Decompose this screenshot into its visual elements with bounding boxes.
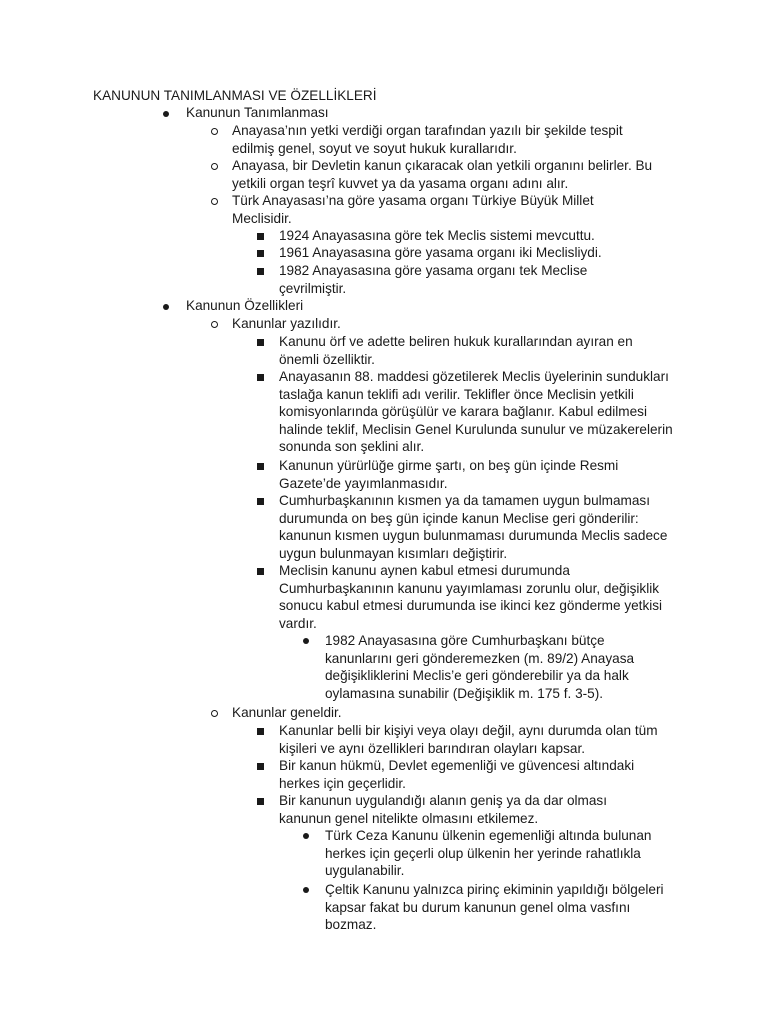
- list-item-text: Kanunun yürürlüğe girme şartı, on beş gün içinde Resmi Gazete’de yayımlanmasıdır.: [279, 458, 619, 491]
- square-bullet-icon: [257, 722, 264, 740]
- list-item: [279, 244, 679, 262]
- section-heading-properties: [186, 297, 666, 315]
- list-item: [325, 632, 660, 702]
- square-bullet-icon: [257, 244, 264, 262]
- list-item: [279, 457, 669, 492]
- list-item: [279, 227, 679, 245]
- filled-circle-bullet-icon: [163, 297, 169, 315]
- square-bullet-icon: [257, 562, 264, 580]
- section-heading-label: Kanunun Tanımlanması: [186, 105, 329, 120]
- square-bullet-icon: [257, 227, 264, 245]
- list-item-text: Kanunlar belli bir kişiyi veya olayı değil, aynı durumda olan tüm kişileri ve aynı özellikleri barındıran olayları kapsar.: [279, 723, 658, 756]
- group-label-written: [232, 315, 652, 333]
- list-item-text: 1982 Anayasasına göre Cumhurbaşkanı bütçe kanunlarını geri gönderemezken (m. 89/2) Anayasa değişikliklerini Meclis’e geri gönderebilir ya da halk oylamasına sunabilir (Değişiklik m. 175 f. 3-5).: [325, 633, 635, 701]
- list-item: [279, 757, 659, 792]
- list-item: [325, 881, 665, 934]
- document-title: KANUNUN TANIMLANMASI VE ÖZELLİKLERİ: [93, 88, 377, 103]
- list-item-text: Bir kanun hükmü, Devlet egemenliği ve güvencesi altındaki herkes için geçerlidir.: [279, 758, 635, 791]
- filled-circle-bullet-icon: [303, 881, 309, 899]
- list-item: [279, 562, 669, 632]
- list-item: [279, 492, 679, 562]
- list-item: [232, 192, 632, 227]
- hollow-circle-bullet-icon: [211, 157, 218, 175]
- square-bullet-icon: [257, 757, 264, 775]
- filled-circle-bullet-icon: [163, 104, 169, 122]
- hollow-circle-bullet-icon: [211, 315, 218, 333]
- list-item: [232, 122, 652, 157]
- section-heading-label: Kanunun Özellikleri: [186, 298, 304, 313]
- list-item-text: Anayasa’nın yetki verdiği organ tarafından yazılı bir şekilde tespit edilmiş genel, soyut ve soyut hukuk kurallarıdır.: [232, 123, 623, 156]
- hollow-circle-bullet-icon: [211, 192, 218, 210]
- list-item: [279, 368, 679, 456]
- list-item: [325, 827, 680, 880]
- section-heading-definition: [186, 104, 666, 122]
- square-bullet-icon: [257, 262, 264, 280]
- list-item: [232, 157, 677, 192]
- square-bullet-icon: [257, 368, 264, 386]
- hollow-circle-bullet-icon: [211, 704, 218, 722]
- group-label-general: [232, 704, 652, 722]
- square-bullet-icon: [257, 492, 264, 510]
- list-item-text: 1961 Anayasasına göre yasama organı iki Meclisliydi.: [279, 245, 602, 260]
- square-bullet-icon: [257, 457, 264, 475]
- list-item-text: Çeltik Kanunu yalnızca pirinç ekiminin yapıldığı bölgeleri kapsar fakat bu durum kanunun genel olma vasfını bozmaz.: [325, 882, 664, 932]
- list-item: [279, 722, 679, 757]
- list-item-text: Cumhurbaşkanının kısmen ya da tamamen uygun bulmaması durumunda on beş gün içinde kanun Meclise geri gönderilir: kanunun kısmen uygun bulunmaması durumunda Meclis sadece uygun bulunmayan kısımları değiştirir.: [279, 493, 668, 561]
- list-item: [279, 792, 659, 827]
- group-label-text: Kanunlar yazılıdır.: [232, 316, 341, 331]
- group-label-text: Kanunlar geneldir.: [232, 705, 342, 720]
- list-item-text: Meclisin kanunu aynen kabul etmesi durumunda Cumhurbaşkanının kanunu yayımlaması zorunlu olur, değişiklik sonucu kabul etmesi durumunda ise ikinci kez gönderme yetkisi vardır.: [279, 563, 663, 631]
- list-item: [279, 333, 674, 368]
- list-item-text: 1924 Anayasasına göre tek Meclis sistemi mevcuttu.: [279, 228, 595, 243]
- square-bullet-icon: [257, 792, 264, 810]
- list-item-text: Anayasanın 88. maddesi gözetilerek Meclis üyelerinin sundukları taslağa kanun teklifi adı verilir. Teklifler önce Meclisin yetkili komisyonlarında görüşülür ve karara bağlanır. Kabul edilmesi halinde teklif, Meclisin Genel Kurulunda sunulur ve müzakerelerin sonunda son şeklini alır.: [279, 369, 673, 454]
- list-item: [279, 262, 624, 297]
- list-item-text: Türk Ceza Kanunu ülkenin egemenliği altında bulunan herkes için geçerli olup ülkenin her yerinde rahatlıkla uygulanabilir.: [325, 828, 652, 878]
- filled-circle-bullet-icon: [303, 632, 309, 650]
- list-item-text: 1982 Anayasasına göre yasama organı tek Meclise çevrilmiştir.: [279, 263, 588, 296]
- list-item-text: Türk Anayasası’na göre yasama organı Türkiye Büyük Millet Meclisidir.: [232, 193, 594, 226]
- hollow-circle-bullet-icon: [211, 122, 218, 140]
- list-item-text: Kanunu örf ve adette beliren hukuk kurallarından ayıran en önemli özelliktir.: [279, 334, 633, 367]
- list-item-text: Bir kanunun uygulandığı alanın geniş ya da dar olması kanunun genel nitelikte olmasını etkilemez.: [279, 793, 607, 826]
- square-bullet-icon: [257, 333, 264, 351]
- list-item-text: Anayasa, bir Devletin kanun çıkaracak olan yetkili organını belirler. Bu yetkili organ teşrî kuvvet ya da yasama organı adını alır.: [232, 158, 653, 191]
- filled-circle-bullet-icon: [303, 827, 309, 845]
